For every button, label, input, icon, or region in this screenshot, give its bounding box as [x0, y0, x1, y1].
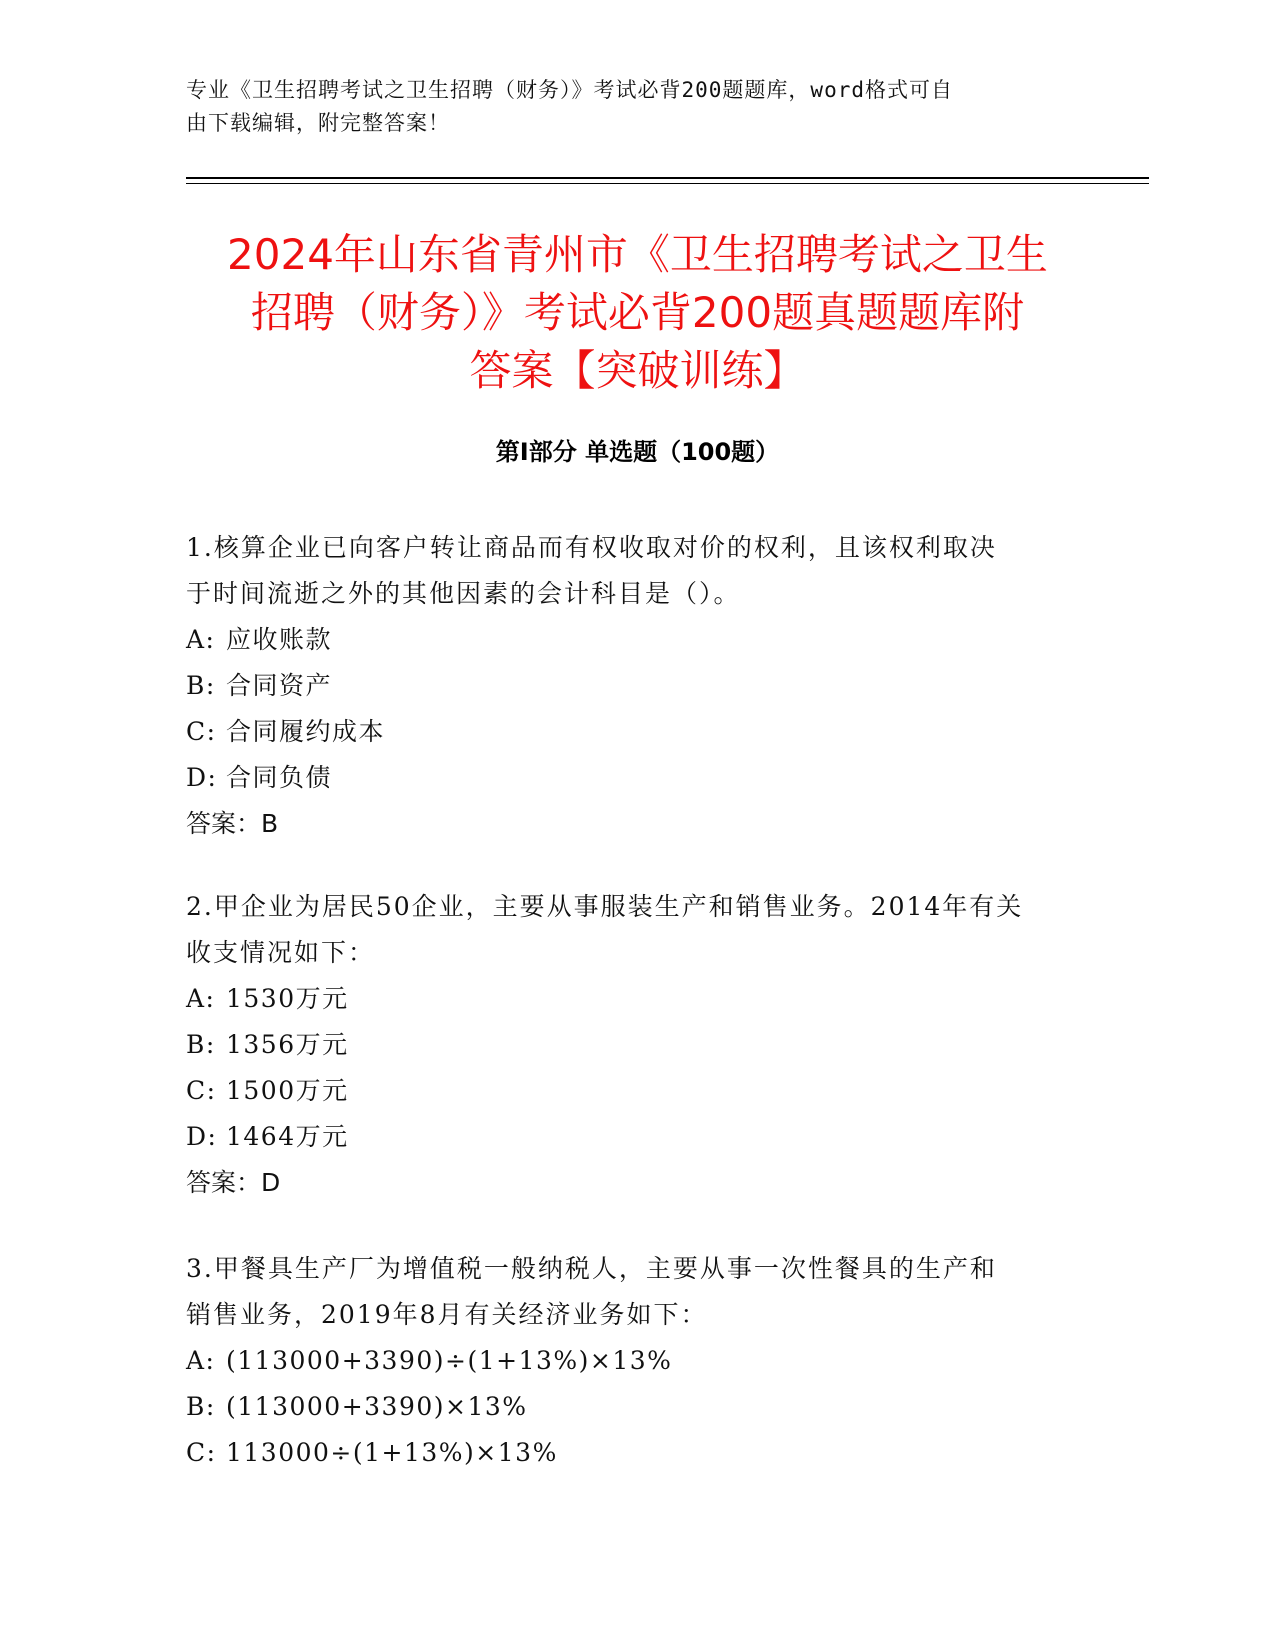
header-note-line-2: 由下载编辑，附完整答案！: [186, 111, 450, 135]
option-key: A:: [186, 1346, 216, 1375]
title-line-1: 2024年山东省青州市《卫生招聘考试之卫生: [227, 230, 1048, 279]
option-key: B:: [186, 1392, 216, 1421]
answer-line: 答案：B: [186, 809, 279, 838]
document-title: [186, 226, 1089, 400]
option-key: C:: [186, 1438, 217, 1467]
option-c: [186, 1430, 1086, 1476]
option-d: [186, 1114, 1086, 1160]
option-c: [186, 709, 1086, 755]
option-b: [186, 1022, 1086, 1068]
title-line-3: 答案【突破训练】: [469, 346, 806, 395]
question-3: [186, 1246, 1086, 1476]
section-heading: 第I部分 单选题（100题）: [495, 438, 780, 466]
option-text: 1356万元: [226, 1030, 349, 1059]
question-stem-line: 收支情况如下：: [186, 938, 376, 967]
header-divider-thick: [186, 177, 1149, 179]
option-text: (113000+3390)÷(1+13%)×13%: [226, 1346, 673, 1375]
option-key: B:: [186, 671, 216, 700]
question-stem-line: 销售业务，2019年8月有关经济业务如下：: [186, 1300, 708, 1329]
option-key: D:: [186, 1122, 218, 1151]
option-text: 应收账款: [226, 625, 333, 654]
option-d: [186, 755, 1086, 801]
option-c: [186, 1068, 1086, 1114]
option-a: [186, 1338, 1086, 1384]
option-key: A:: [186, 625, 216, 654]
question-2: [186, 884, 1086, 1206]
header-note-line-1: 专业《卫生招聘考试之卫生招聘（财务）》考试必背200题题库，word格式可自: [186, 78, 953, 102]
option-text: 1464万元: [226, 1122, 349, 1151]
option-b: [186, 663, 1086, 709]
option-text: 113000÷(1+13%)×13%: [226, 1438, 558, 1467]
option-key: A:: [186, 984, 216, 1013]
question-stem-line: 1.核算企业已向客户转让商品而有权收取对价的权利，且该权利取决: [186, 533, 997, 562]
option-text: 1500万元: [226, 1076, 349, 1105]
question-stem-line: 3.甲餐具生产厂为增值税一般纳税人，主要从事一次性餐具的生产和: [186, 1254, 997, 1283]
option-key: D:: [186, 763, 218, 792]
header-note: [186, 74, 1066, 140]
option-a: [186, 617, 1086, 663]
question-1: [186, 525, 1086, 847]
header-divider-thin: [186, 183, 1149, 184]
answer-line: 答案：D: [186, 1168, 281, 1197]
option-text: 合同资产: [226, 671, 333, 700]
option-text: (113000+3390)×13%: [226, 1392, 528, 1421]
option-key: B:: [186, 1030, 216, 1059]
option-key: C:: [186, 1076, 217, 1105]
question-stem-line: 2.甲企业为居民50企业，主要从事服装生产和销售业务。2014年有关: [186, 892, 1024, 921]
option-text: 合同履约成本: [226, 717, 386, 746]
title-line-2: 招聘（财务）》考试必背200题真题题库附: [250, 288, 1025, 337]
option-text: 合同负债: [226, 763, 333, 792]
option-key: C:: [186, 717, 217, 746]
option-b: [186, 1384, 1086, 1430]
option-text: 1530万元: [226, 984, 349, 1013]
option-a: [186, 976, 1086, 1022]
question-stem-line: 于时间流逝之外的其他因素的会计科目是（）。: [186, 579, 741, 608]
